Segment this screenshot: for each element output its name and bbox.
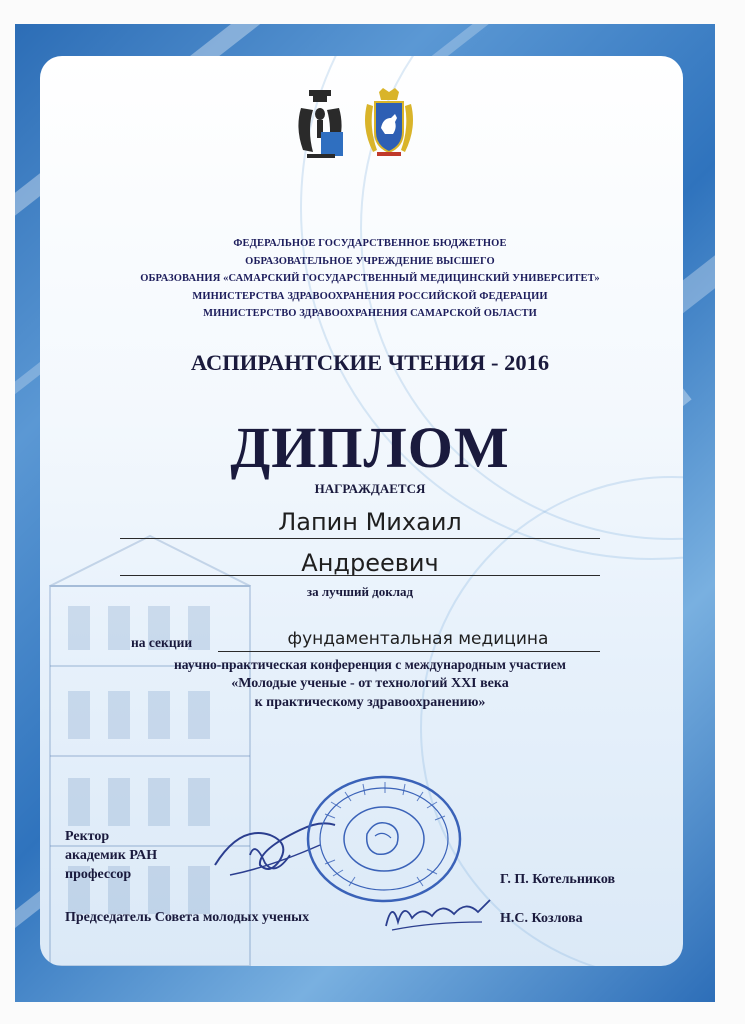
recipient-name-line-1: Лапин Михаил xyxy=(278,508,462,536)
official-seal-icon xyxy=(305,774,463,904)
council-chair-name: Н.С. Козлова xyxy=(500,911,583,926)
org-line-3: ОБРАЗОВАНИЯ «САМАРСКИЙ ГОСУДАРСТВЕННЫЙ МЕДИЦИНСКИЙ УНИВЕРСИТЕТ» xyxy=(140,273,600,284)
recipient-underline-2 xyxy=(120,575,600,576)
org-line-1: ФЕДЕРАЛЬНОЕ ГОСУДАРСТВЕННОЕ БЮДЖЕТНОЕ xyxy=(233,238,507,249)
section-value: фундаментальная медицина xyxy=(287,629,549,649)
document-title: ДИПЛОМ xyxy=(230,415,510,480)
rector-title: Ректор xyxy=(65,829,110,844)
rector-professor-title: профессор xyxy=(65,867,132,882)
conference-line-2: «Молодые ученые - от технологий XXI века xyxy=(231,676,509,691)
conference-line-1: научно-практическая конференция с международным участием xyxy=(174,657,566,672)
event-title: АСПИРАНТСКИЕ ЧТЕНИЯ - 2016 xyxy=(190,350,550,375)
org-line-4: МИНИСТЕРСТВА ЗДРАВООХРАНЕНИЯ РОССИЙСКОЙ ФЕДЕРАЦИИ xyxy=(192,291,548,302)
university-emblem-icon xyxy=(293,88,347,160)
council-chair-signature-icon xyxy=(382,892,494,934)
conference-line-3: к практическому здравоохранению» xyxy=(254,695,486,710)
award-reason: за лучший доклад xyxy=(306,584,414,599)
awarded-label: НАГРАЖДАЕТСЯ xyxy=(314,481,426,496)
section-underline xyxy=(218,651,600,652)
recipient-name-line-2: Андреевич xyxy=(301,549,439,577)
section-label: на секции xyxy=(131,635,193,650)
building-watermark-icon xyxy=(40,526,270,966)
samara-coat-of-arms-icon xyxy=(363,88,415,158)
rector-academic-title: академик РАН xyxy=(65,848,158,863)
org-line-5: МИНИСТЕРСТВО ЗДРАВООХРАНЕНИЯ САМАРСКОЙ ОБЛАСТИ xyxy=(203,308,537,319)
recipient-underline-1 xyxy=(120,538,600,539)
org-line-2: ОБРАЗОВАТЕЛЬНОЕ УЧРЕЖДЕНИЕ ВЫСШЕГО xyxy=(245,256,495,267)
council-chair-title: Председатель Совета молодых ученых xyxy=(65,910,310,925)
rector-name: Г. П. Котельников xyxy=(500,872,616,887)
